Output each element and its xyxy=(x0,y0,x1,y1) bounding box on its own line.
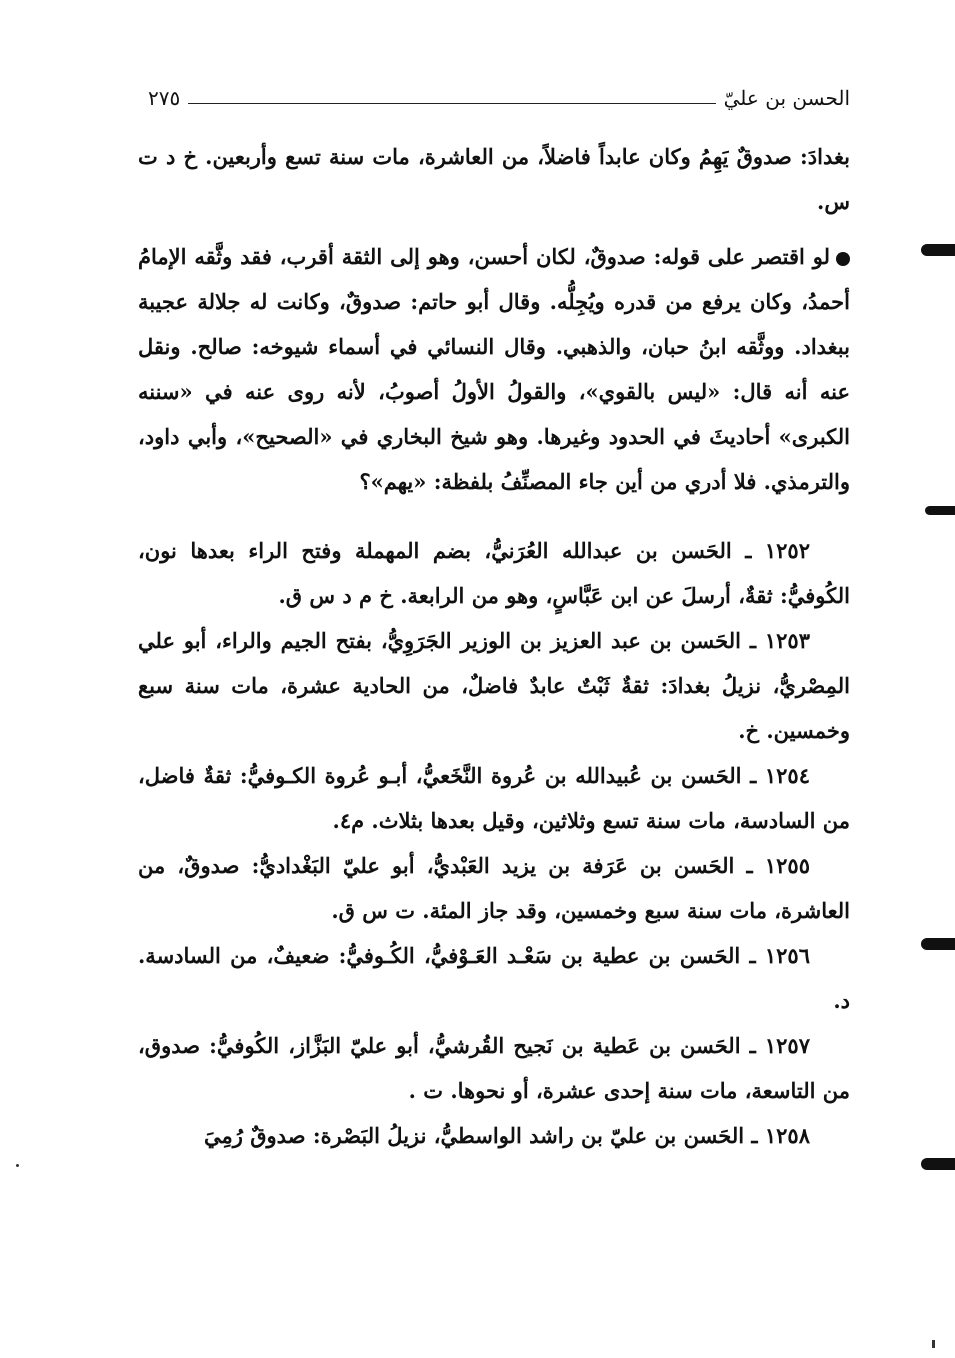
editor-note xyxy=(138,234,850,504)
entry-1256: ١٢٥٦ ـ الحَسن بن عطية بن سَعْـد العَـوْفيُّ، الكُـوفيُّ: ضعيفٌ، من السادسة. د. xyxy=(138,943,850,1013)
entry-1253: ١٢٥٣ ـ الحَسن بن عبد العزيز بن الوزير الجَرَوِيُّ، بفتح الجيم والراء، أبو علي المِصْريُّ، نزيلُ بغدادَ: ثقةٌ ثَبْتٌ عابدٌ فاضلٌ، من الحادية عشرة، مات سنة سبع وخمسين. خ. xyxy=(138,628,850,743)
margin-mark xyxy=(921,244,955,256)
margin-mark xyxy=(921,1158,955,1170)
margin-mark xyxy=(921,938,955,950)
scan-speck xyxy=(932,1340,935,1348)
note-text: لو اقتصر على قوله: صدوقٌ، لكان أحسن، وهو إلى الثقة أقرب، فقد وثَّقه الإمامُ أحمدُ، وكان يرفع من قدره ويُجِلُّه. وقال أبو حاتم: صدوقٌ، وكانت له جلالة عجيبة ببغداد. ووثَّقه ابنُ حبان، والذهبي. وقال النسائي في أسماء شيوخه: صالح. ونقل عنه أنه قال: «ليس بالقوي»، والقولُ الأولُ أصوبُ، لأنه روى عنه في «سننه الكبرى» أحاديثَ في الحدود وغيرها. وهو شيخ البخاري في «الصحيح»، وأبي داود، والترمذي. فلا أدري من أين جاء المصنِّفُ بلفظة: «يهم»؟ xyxy=(138,244,850,494)
entry-1254: ١٢٥٤ ـ الحَسن بن عُبيدالله بن عُروة النَّخَعيُّ، أبـو عُروة الكـوفيُّ: ثقةٌ فاضل، من السادسة، مات سنة تسع وثلاثين، وقيل بعدها بثلاث. م٤. xyxy=(138,763,850,833)
running-title: الحسن بن عليّ xyxy=(723,86,850,110)
scan-speck xyxy=(16,1164,19,1167)
page-header xyxy=(148,80,850,116)
entry-1257: ١٢٥٧ ـ الحَسن بن عَطية بن نَجيح القُرشيُّ، أبو عليّ البَزَّاز، الكُوفيُّ: صدوق، من التاسعة، مات سنة إحدى عشرة، أو نحوها. ت . xyxy=(138,1033,850,1103)
margin-mark xyxy=(925,506,955,515)
entry-1258: ١٢٥٨ ـ الحَسن بن عليّ بن راشد الواسطيُّ، نزيلُ البَصْرة: صدوقٌ رُمِيَ xyxy=(204,1123,810,1148)
header-rule xyxy=(188,103,715,104)
page-content xyxy=(138,134,850,1158)
entry-1255: ١٢٥٥ ـ الحَسن بن عَرَفة بن يزيد العَبْديُّ، أبو عليّ البَغْداديُّ: صدوقٌ، من العاشرة، مات سنة سبع وخمسين، وقد جاز المئة. ت س ق. xyxy=(138,853,850,923)
bullet-icon xyxy=(836,252,850,266)
continuation-paragraph: بغدادَ: صدوقٌ يَهِمُ وكان عابداً فاضلاً، من العاشرة، مات سنة تسع وأربعين. خ د ت س. xyxy=(138,144,850,214)
entry-1252: ١٢٥٢ ـ الحَسن بن عبدالله العُرَنيُّ، بضم المهملة وفتح الراء بعدها نون، الكُوفيُّ: ثقةٌ، أرسلَ عن ابن عَبَّاسٍ، وهو من الرابعة. خ م د س ق. xyxy=(138,538,850,608)
page-number: ٢٧٥ xyxy=(148,86,181,110)
